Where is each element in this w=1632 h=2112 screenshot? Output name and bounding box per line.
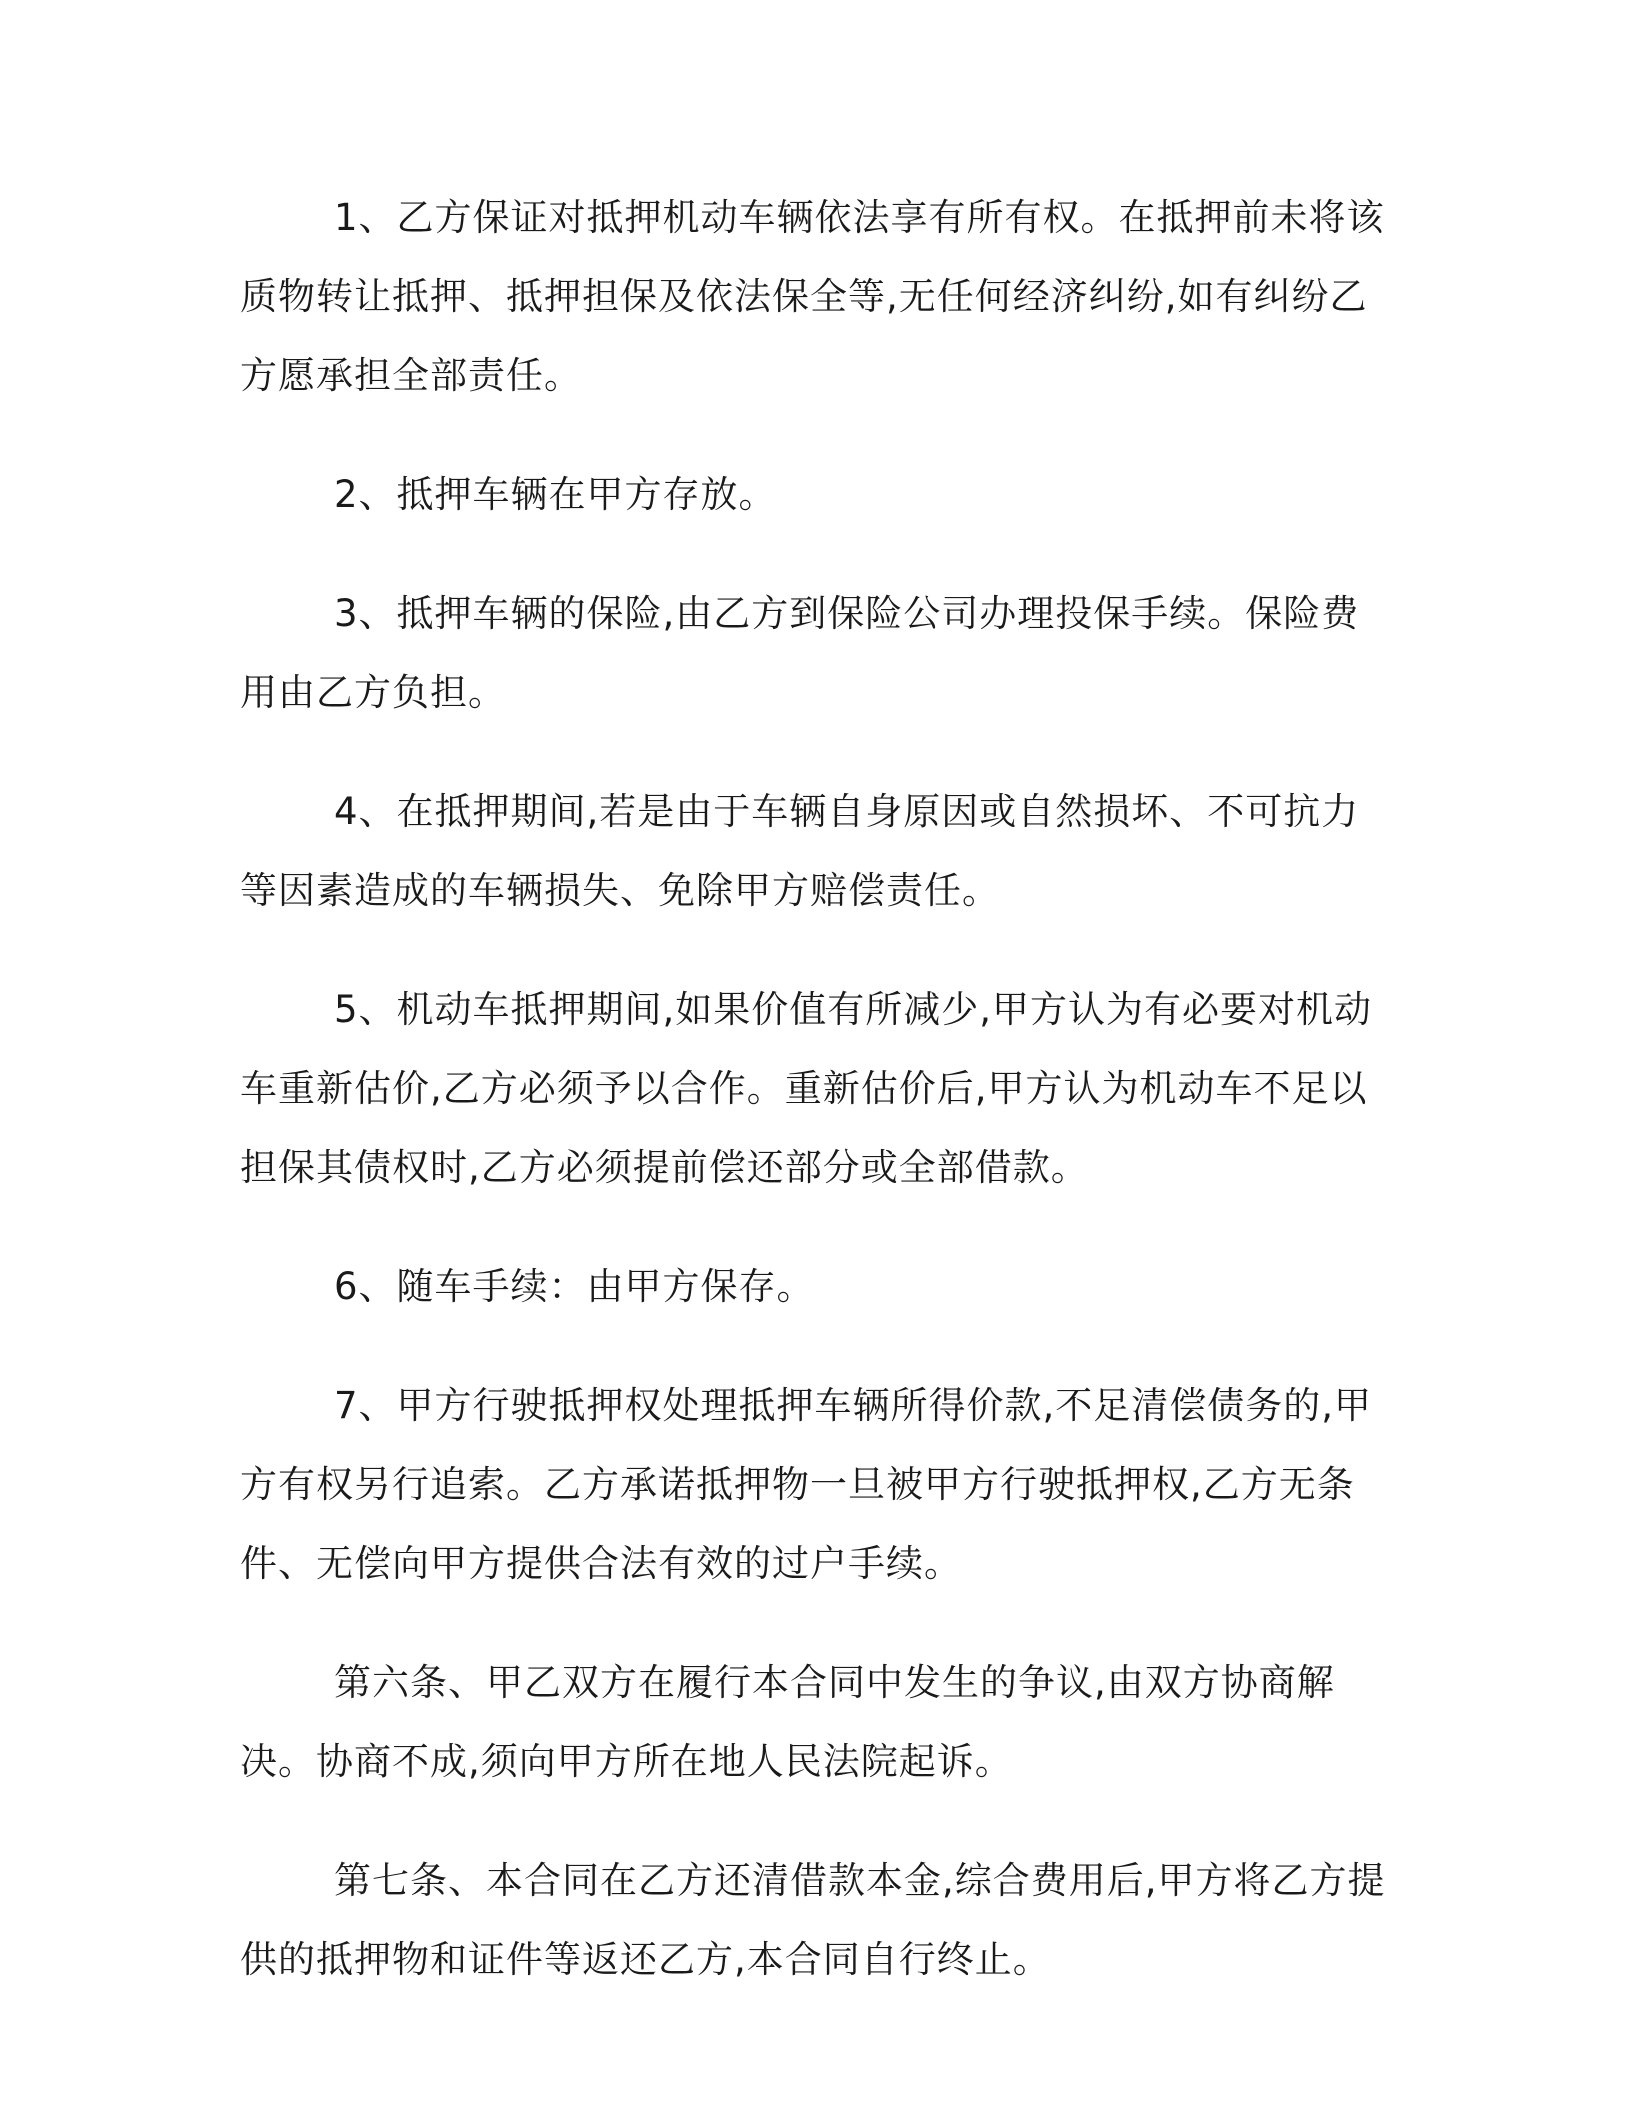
clause-5: 5、机动车抵押期间,如果价值有所减少,甲方认为有必要对机动车重新估价,乙方必须予以合作。重新估价后,甲方认为机动车不足以担保其债权时,乙方必须提前偿还部分或全部借款。 <box>240 988 1373 1189</box>
clause-2: 2、抵押车辆在甲方存放。 <box>334 473 777 516</box>
clause-7: 7、甲方行驶抵押权处理抵押车辆所得价款,不足清偿债务的,甲方有权另行追索。乙方承诺抵押物一旦被甲方行驶抵押权,乙方无条件、无偿向甲方提供合法有效的过户手续。 <box>240 1384 1373 1585</box>
clause-4: 4、在抵押期间,若是由于车辆自身原因或自然损坏、不可抗力等因素造成的车辆损失、免除甲方赔偿责任。 <box>240 790 1360 912</box>
clause-3: 3、抵押车辆的保险,由乙方到保险公司办理投保手续。保险费用由乙方负担。 <box>240 592 1360 714</box>
clause-1: 1、乙方保证对抵押机动车辆依法享有所有权。在抵押前未将该质物转让抵押、抵押担保及依法保全等,无任何经济纠纷,如有纠纷乙方愿承担全部责任。 <box>240 196 1385 397</box>
clause-6: 6、随车手续：由甲方保存。 <box>334 1265 815 1308</box>
article-6: 第六条、甲乙双方在履行本合同中发生的争议,由双方协商解决。协商不成,须向甲方所在地人民法院起诉。 <box>240 1661 1335 1783</box>
document-body <box>240 178 1390 2039</box>
article-7: 第七条、本合同在乙方还清借款本金,综合费用后,甲方将乙方提供的抵押物和证件等返还乙方,本合同自行终止。 <box>240 1859 1386 1981</box>
